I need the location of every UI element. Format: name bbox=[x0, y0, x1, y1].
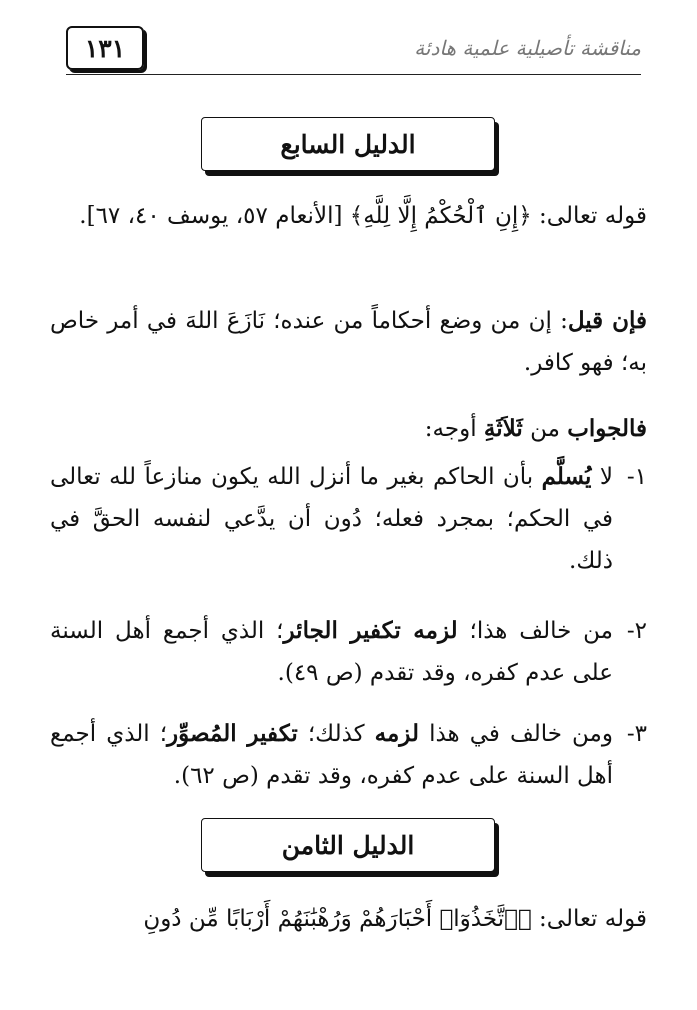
quran-verse: ﴿ٱتَّخَذُوٓا۟ أَحْبَارَهُمْ وَرُهْبَٰنَهُمْ أَرْبَابًا مِّن دُونِ bbox=[143, 906, 532, 932]
list-item-number: ٣- bbox=[626, 721, 647, 747]
header-rule bbox=[66, 74, 641, 75]
list-item bbox=[50, 610, 647, 694]
list-item-body: بأن الحاكم بغير ما أنزل الله يكون منازعاً لله تعالى في الحكم؛ بمجرد فعله؛ دُون أن يدَّعي لنفسه الحقَّ في ذلك. bbox=[50, 464, 613, 574]
answer-label: فالجواب bbox=[567, 415, 647, 442]
list-item-emphasis: يُسلَّم bbox=[541, 463, 592, 490]
page-number: ١٣١ bbox=[66, 26, 144, 70]
list-item-number: ٢- bbox=[626, 618, 647, 644]
list-item bbox=[50, 456, 647, 582]
list-item-emphasis: لزمه bbox=[374, 720, 420, 747]
list-item-prefix: ومن خالف في هذا bbox=[419, 721, 613, 747]
verse-intro: قوله تعالى: bbox=[531, 906, 647, 932]
section-title-eighth-evidence: الدليل الثامن bbox=[201, 818, 495, 872]
page-header bbox=[66, 22, 641, 74]
verse-intro: قوله تعالى: bbox=[531, 203, 647, 229]
section-title-seventh-evidence: الدليل السابع bbox=[201, 117, 495, 171]
list-item-emphasis-2: تكفير المُصوِّر bbox=[167, 720, 298, 747]
quran-verse: ﴿إِنِ ٱلْحُكْمُ إِلَّا لِلَّهِ﴾ bbox=[349, 203, 532, 229]
paragraph-verse-2 bbox=[50, 898, 647, 940]
objection-text: : إن من وضع أحكاماً من عنده؛ نَازَعَ اللهَ في أمر خاص به؛ فهو كافر. bbox=[50, 308, 647, 376]
answer-suffix: أوجه: bbox=[424, 416, 484, 442]
list-item bbox=[50, 713, 647, 797]
list-item-text bbox=[50, 610, 613, 694]
objection-label: فإن قيل bbox=[567, 307, 647, 334]
list-item-text bbox=[50, 456, 613, 582]
list-item-number: ١- bbox=[626, 464, 647, 490]
running-title: مناقشة تأصيلية علمية هادئة bbox=[414, 36, 641, 60]
list-item-body: كذلك؛ bbox=[297, 721, 375, 747]
paragraph-verse-1 bbox=[50, 195, 647, 237]
verse-reference: [الأنعام ٥٧، يوسف ٤٠، ٦٧]. bbox=[79, 203, 350, 229]
list-item-text bbox=[50, 713, 613, 797]
list-item-prefix: من خالف هذا؛ bbox=[457, 618, 613, 644]
list-item-body: ؛ الذي أجمع أهل السنة على عدم كفره، وقد تقدم (ص ٤٩). bbox=[50, 618, 613, 686]
answer-connector: من bbox=[522, 416, 568, 442]
paragraph-answer-intro bbox=[50, 408, 647, 450]
list-item-body-2: ؛ الذي أجمع أهل السنة على عدم كفره، وقد تقدم (ص ٦٢). bbox=[50, 721, 613, 789]
list-item-prefix: لا bbox=[591, 464, 613, 490]
answer-count: ثَلاَثَةِ bbox=[483, 415, 523, 442]
paragraph-objection bbox=[50, 300, 647, 384]
list-item-emphasis: لزمه تكفير الجائر bbox=[283, 617, 458, 644]
